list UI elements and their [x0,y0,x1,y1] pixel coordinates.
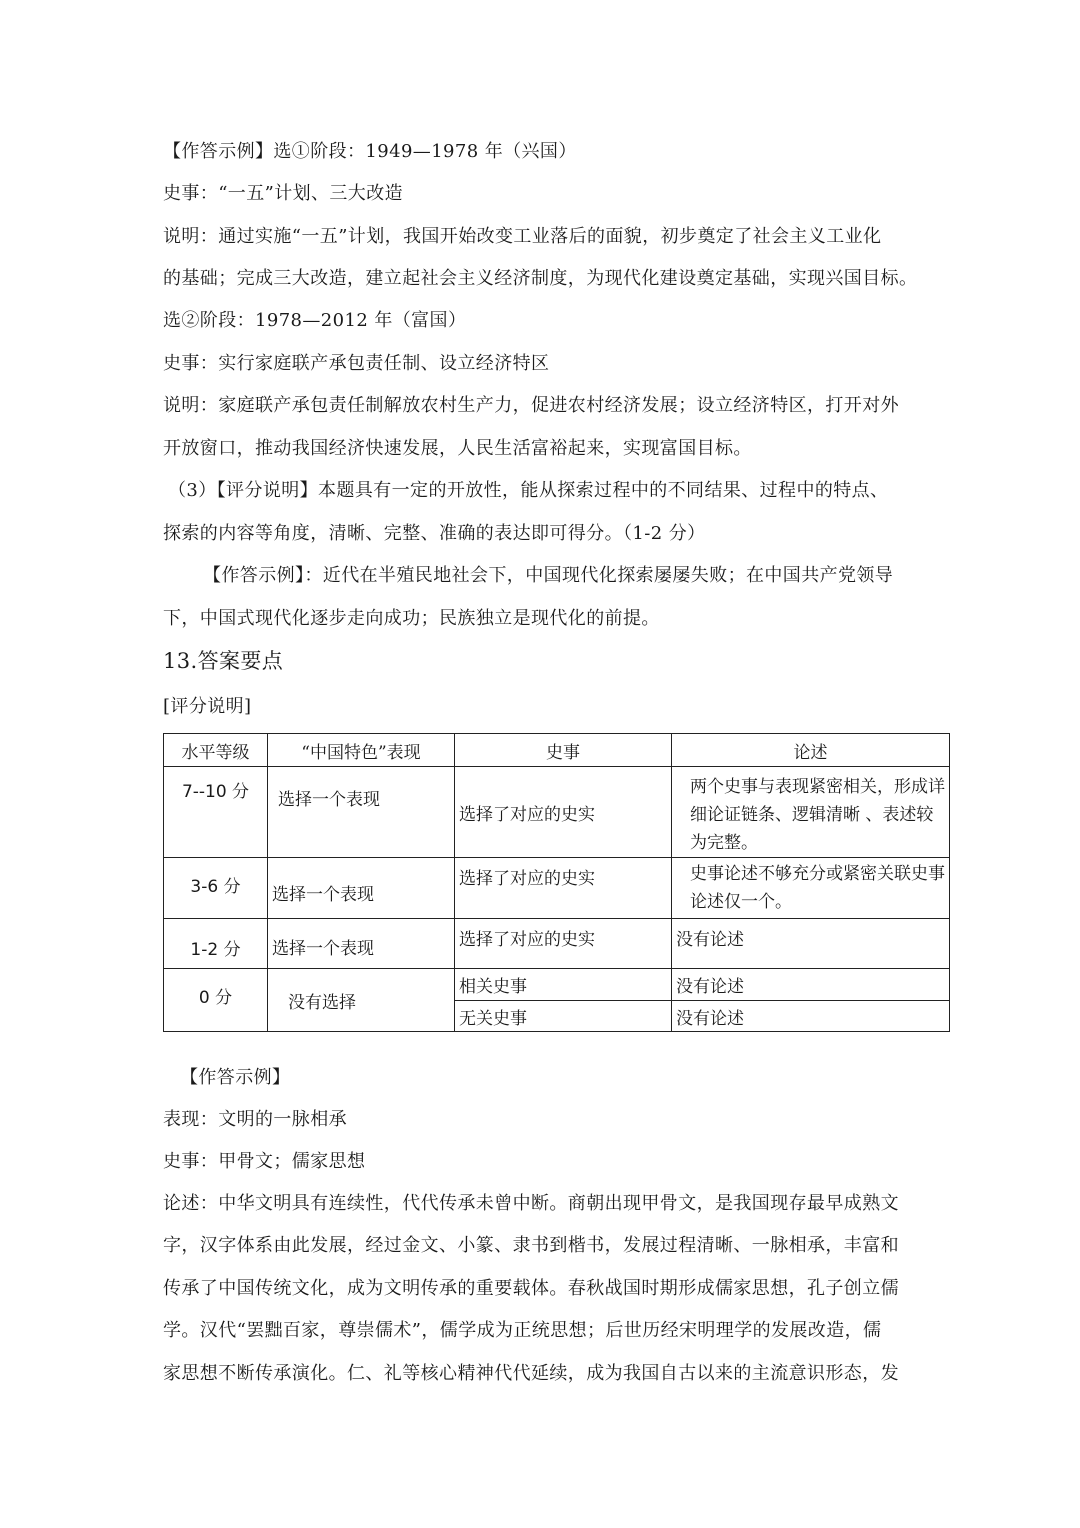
table-row [164,969,950,1001]
fact-cell: 无关史事 [455,1001,672,1032]
scoring-table [163,733,950,1032]
q3-scoring-line1: （3）【评分说明】本题具有一定的开放性，能从探索过程中的不同结果、过程中的特点、 [168,480,889,501]
argument-cell: 两个史事与表现紧密相关，形成详细论证链条、逻辑清晰 、表述较为完整。 [672,767,950,858]
argument-line5: 家思想不断传承演化。仁、礼等核心精神代代延续，成为我国自古以来的主流意识形态，发 [163,1363,899,1384]
example-expression: 表现：文明的一脉相承 [163,1109,347,1130]
stage2-title: 选②阶段：1978—2012 年（富国） [163,310,467,331]
argument-cell: 没有论述 [672,969,950,1001]
header-expression: “中国特色”表现 [268,734,455,767]
q3-example-line1: 【作答示例】：近代在半殖民地社会下，中国现代化探索屡屡失败；在中国共产党领导 [203,565,894,586]
stage2-events: 史事：实行家庭联产承包责任制、设立经济特区 [163,353,550,374]
fact-cell: 选择了对应的史实 [455,767,672,858]
argument-line1: 论述：中华文明具有连续性，代代传承未曾中断。商朝出现甲骨文，是我国现存最早成熟文 [163,1193,899,1214]
argument-line2: 字，汉字体系由此发展，经过金文、小篆、隶书到楷书，发展过程清晰、一脉相承，丰富和 [163,1235,899,1256]
q13-heading: 13.答案要点 [163,649,284,673]
argument-cell: 没有论述 [672,1001,950,1032]
example-events: 史事：甲骨文；儒家思想 [163,1151,366,1172]
table-row [164,919,950,969]
fact-cell: 相关史事 [455,969,672,1001]
expression-cell: 没有选择 [268,969,455,1032]
answer-example-stage1: 【作答示例】选①阶段：1949—1978 年（兴国） [163,141,577,162]
level-cell: 7--10 分 [164,767,268,858]
expression-cell: 选择一个表现 [268,919,455,969]
stage1-events: 史事：“一五”计划、三大改造 [163,183,404,204]
fact-cell: 选择了对应的史实 [455,919,672,969]
level-cell: 0 分 [164,969,268,1032]
header-argument: 论述 [672,734,950,767]
header-historical-facts: 史事 [455,734,672,767]
table-row [164,858,950,919]
answer-example-heading: 【作答示例】 [180,1067,291,1088]
argument-cell: 没有论述 [672,919,950,969]
stage2-explanation-line2: 开放窗口，推动我国经济快速发展，人民生活富裕起来，实现富国目标。 [163,438,752,459]
argument-cell: 史事论述不够充分或紧密关联史事论述仅一个。 [672,858,950,919]
expression-cell: 选择一个表现 [268,858,455,919]
argument-line4: 学。汉代“罢黜百家，尊崇儒术”，儒学成为正统思想；后世历经宋明理学的发展改造，儒 [163,1320,882,1341]
argument-line3: 传承了中国传统文化，成为文明传承的重要载体。春秋战国时期形成儒家思想，孔子创立儒 [163,1278,899,1299]
stage2-explanation-line1: 说明：家庭联产承包责任制解放农村生产力，促进农村经济发展；设立经济特区，打开对外 [163,395,899,416]
fact-cell: 选择了对应的史实 [455,858,672,919]
q3-example-line2: 下，中国式现代化逐步走向成功；民族独立是现代化的前提。 [163,608,660,629]
header-level: 水平等级 [164,734,268,767]
table-row [164,767,950,858]
q3-scoring-line2: 探索的内容等角度，清晰、完整、准确的表达即可得分。（1-2 分） [163,523,706,544]
stage1-explanation-line1: 说明：通过实施“一五”计划，我国开始改变工业落后的面貌，初步奠定了社会主义工业化 [163,226,882,247]
expression-cell: 选择一个表现 [268,767,455,858]
scoring-label: [评分说明] [163,696,252,717]
level-cell: 1-2 分 [164,919,268,969]
stage1-explanation-line2: 的基础；完成三大改造，建立起社会主义经济制度，为现代化建设奠定基础，实现兴国目标。 [163,268,918,289]
level-cell: 3-6 分 [164,858,268,919]
table-header-row [164,734,950,767]
